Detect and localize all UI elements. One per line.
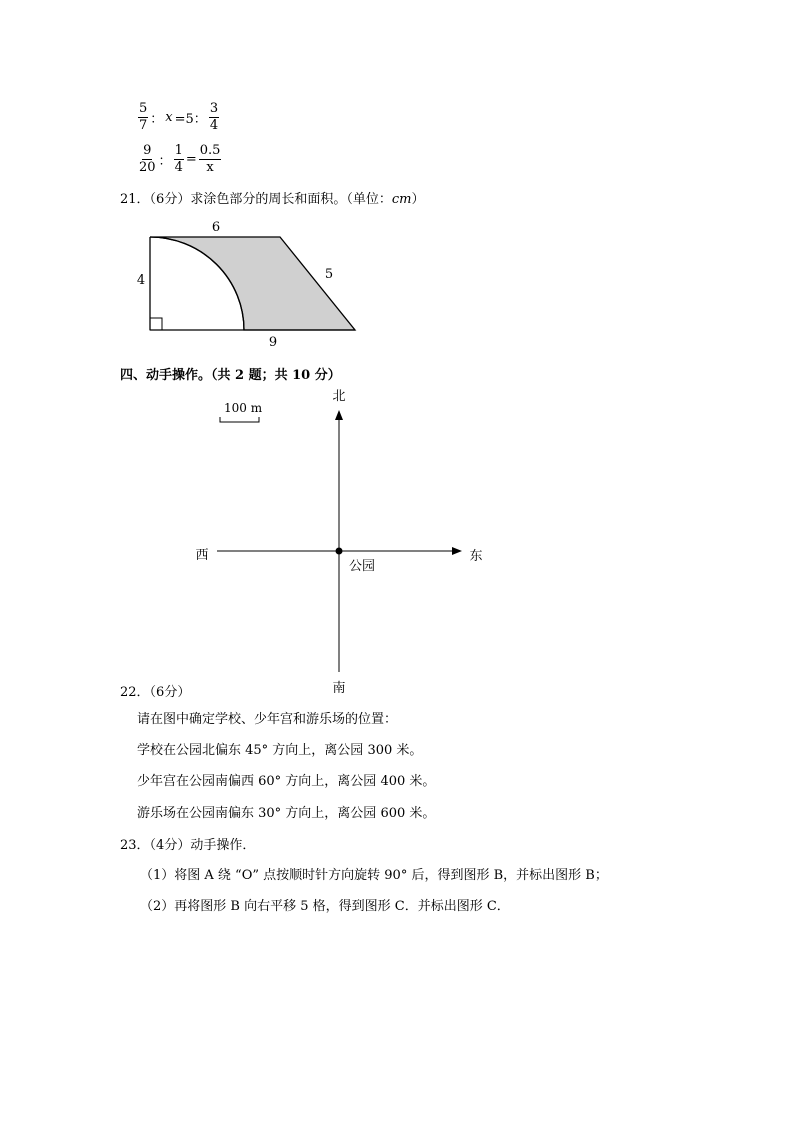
question-22-item-youth-palace: 少年宫在公园南偏西 60° 方向上，离公园 400 米。 <box>137 774 436 789</box>
equation-1: $\frac{5}{7}$ ： x =5： $\frac{3}{4}$ <box>139 101 219 133</box>
compass-map <box>190 380 500 700</box>
question-22-intro: 请在图中确定学校、少年宫和游乐场的位置： <box>137 712 398 727</box>
origin-label: 公园 <box>348 559 376 574</box>
east-label: 东 <box>469 549 483 564</box>
fraction-1-4: $\frac{1}{4}$ <box>174 143 183 175</box>
label-slant: 5 <box>324 267 334 282</box>
fraction-9-20: $\frac{9}{20}$ <box>139 143 156 175</box>
question-23-step-1: （1）将图 A 绕 “O” 点按顺时针方向旋转 90° 后，得到图形 B，并标出图形 B； <box>140 868 608 883</box>
shaded-area-figure <box>130 215 370 350</box>
equation-2: $\frac{9}{20}$ ： $\frac{1}{4}$ = $\frac{0.5}{x}$ <box>139 143 221 175</box>
fraction-3-4: $\frac{3}{4}$ <box>209 101 219 133</box>
question-22-item-school: 学校在公园北偏东 45° 方向上，离公园 300 米。 <box>137 743 423 758</box>
label-left: 4 <box>136 273 146 288</box>
scale-label: 100 m <box>224 401 263 415</box>
south-label: 南 <box>332 681 346 696</box>
fraction-0.5-x: $\frac{0.5}{x}$ <box>199 143 221 175</box>
question-23-header: 23．（4分）动手操作． <box>120 838 256 853</box>
park-origin-dot <box>336 548 343 555</box>
shaded-region <box>150 237 355 330</box>
question-22-item-amusement-park: 游乐场在公园南偏东 30° 方向上，离公园 600 米。 <box>137 806 436 821</box>
east-arrowhead <box>452 547 462 555</box>
north-label: 北 <box>332 389 346 404</box>
fraction-5-7: $\frac{5}{7}$ <box>139 101 148 133</box>
question-22-header: 22．（6分） <box>120 685 191 700</box>
section-4-title: 四、动手操作。（共 2 题；共 10 分） <box>120 368 341 383</box>
right-angle-mark <box>150 318 162 330</box>
north-arrowhead <box>335 410 343 420</box>
scale-bar <box>220 417 259 422</box>
west-label: 西 <box>195 548 209 563</box>
label-bottom: 9 <box>268 335 278 350</box>
question-21-text: 21．（6分）求涂色部分的周长和面积。（单位：cm） <box>120 192 425 207</box>
label-top: 6 <box>211 220 221 235</box>
question-23-step-2: （2）再将图形 B 向右平移 5 格，得到图形 C．并标出图形 C． <box>140 899 510 914</box>
